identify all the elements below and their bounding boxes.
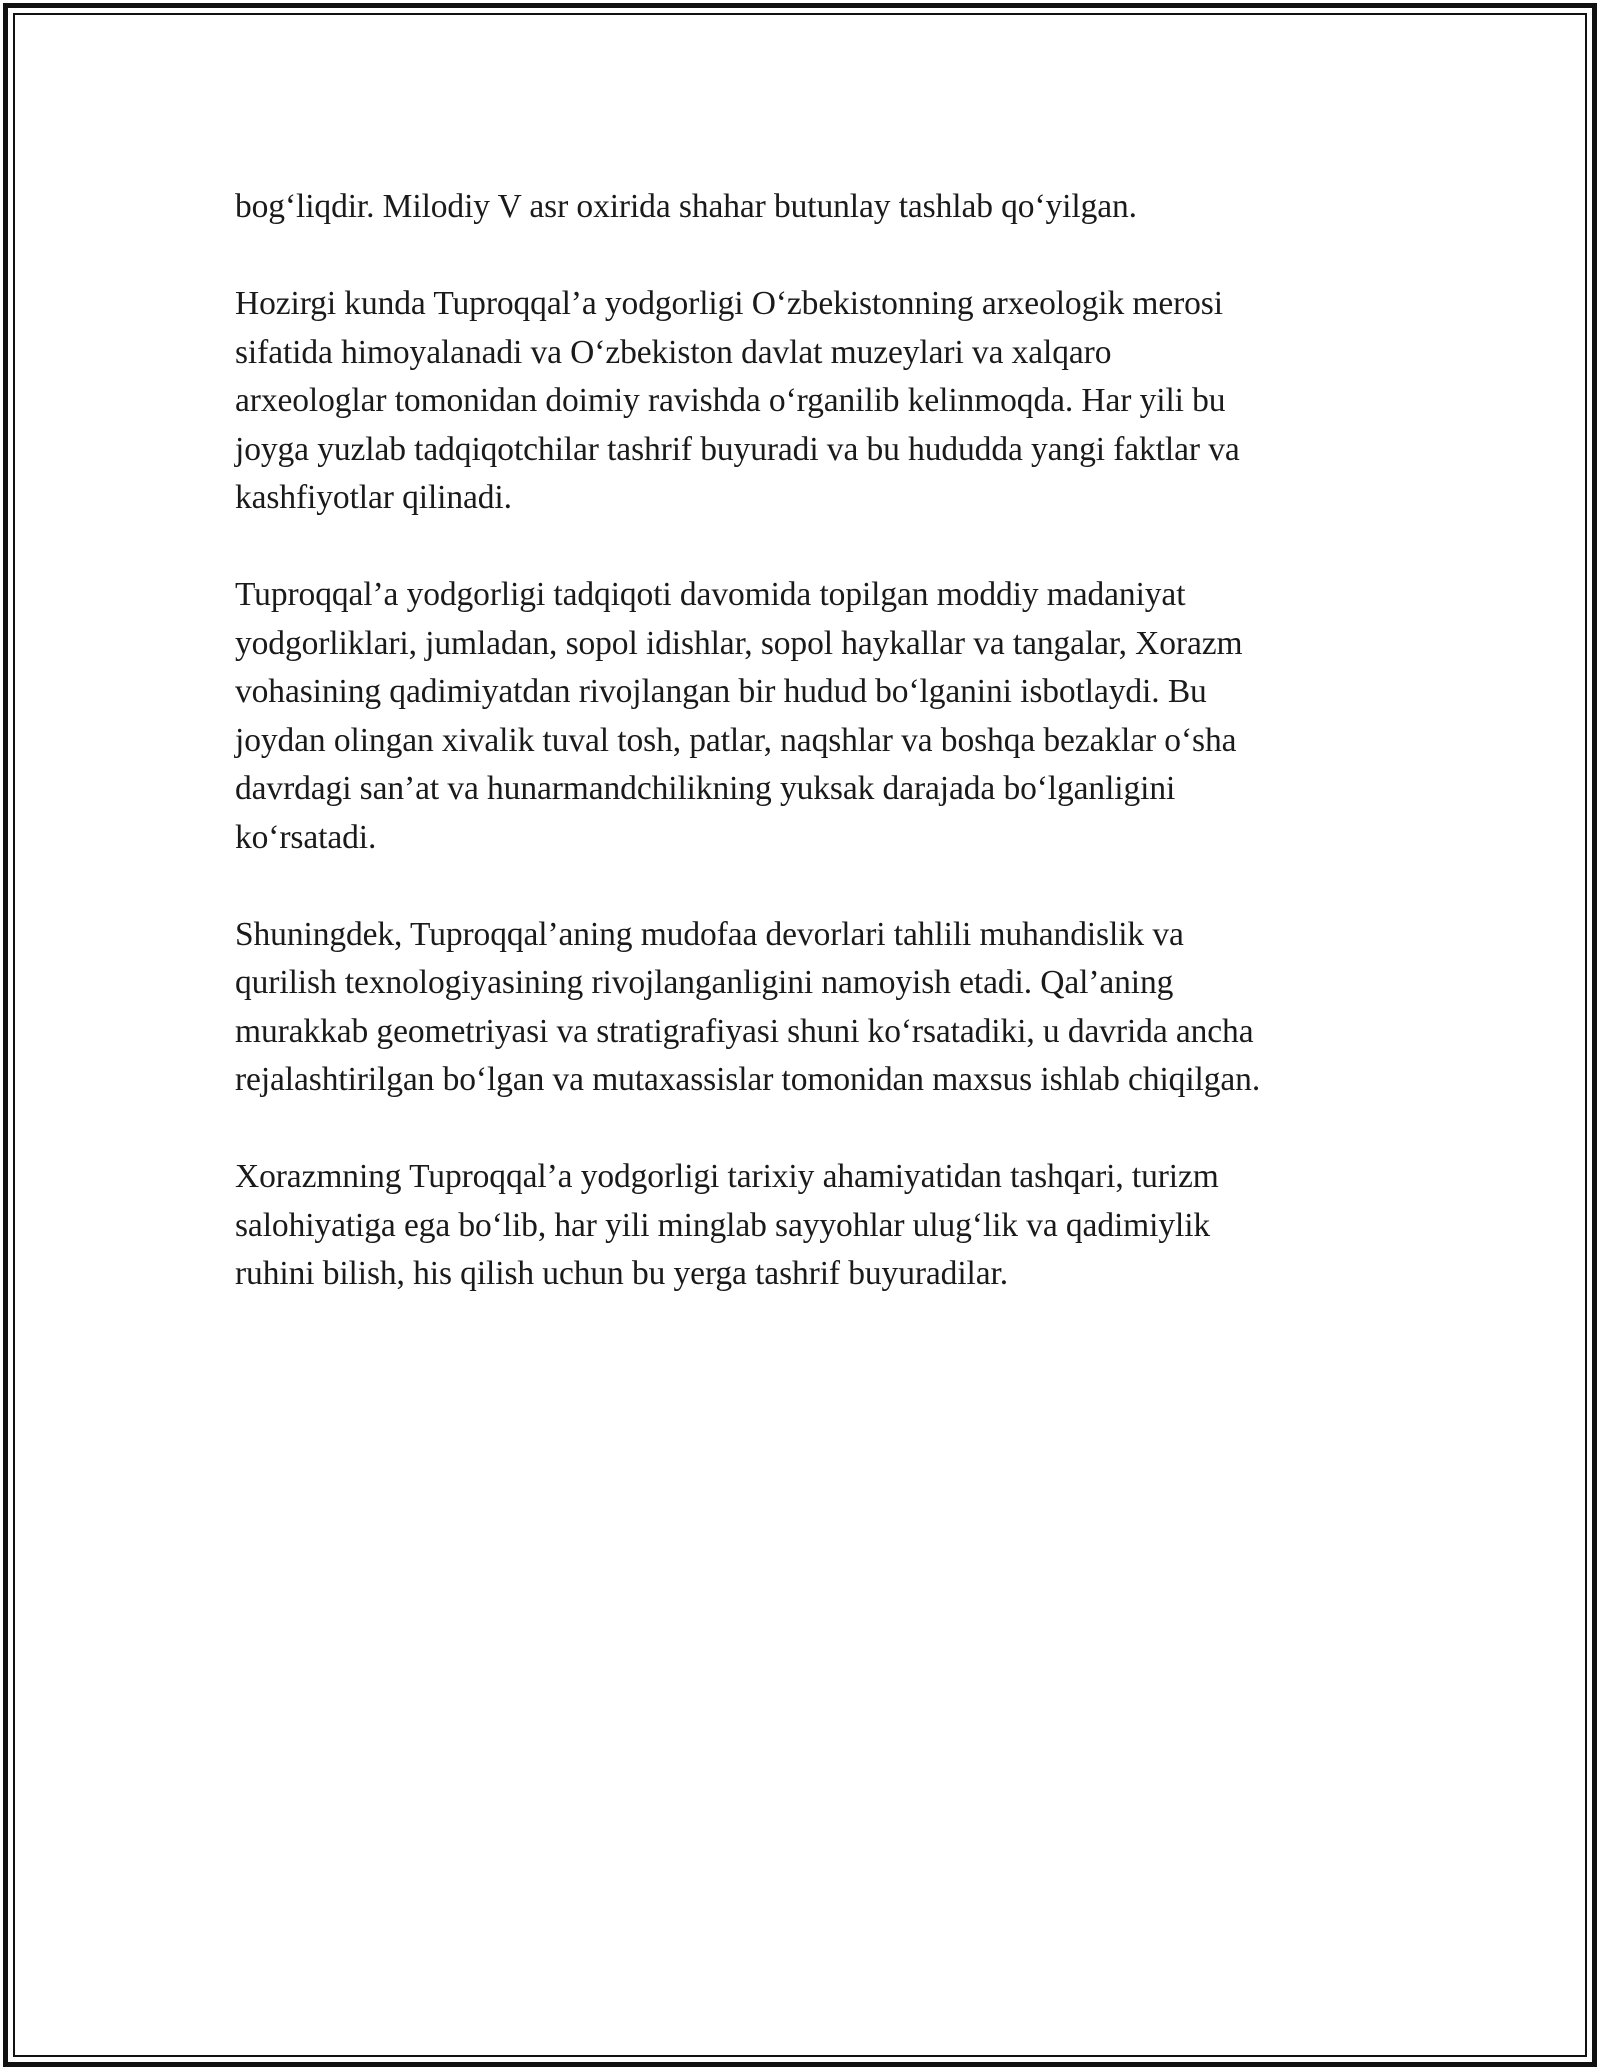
- paragraph-3: Tuproqqal’a yodgorligi tadqiqoti davomida topilgan moddiy madaniyat yodgorliklari, jumladan, sopol idishlar, sopol haykallar va tangalar, Xorazm vohasining qadimiyatdan rivojlangan bir hudud bo‘lganini isbotlaydi. Bu joydan olingan xivalik tuval tosh, patlar, naqshlar va boshqa bezaklar o‘sha davrdagi san’at va hunarmandchilikning yuksak darajada bo‘lganligini ko‘rsatadi.: [235, 576, 1243, 856]
- paragraph-4: Shuningdek, Tuproqqal’aning mudofaa devorlari tahlili muhandislik va qurilish texnologiyasining rivojlanganligini namoyish etadi. Qal’aning murakkab geometriyasi va stratigrafiyasi shuni ko‘rsatadiki, u davrida ancha rejalashtirilgan bo‘lgan va mutaxassislar tomonidan maxsus ishlab chiqilgan.: [235, 915, 1261, 1098]
- paragraph-1: bog‘liqdir. Milodiy V asr oxirida shahar butunlay tashlab qo‘yilgan.: [235, 188, 1137, 225]
- document-body: [235, 183, 1385, 1347]
- paragraph-5: Xorazmning Tuproqqal’a yodgorligi tarixiy ahamiyatidan tashqari, turizm salohiyatiga ega bo‘lib, har yili minglab sayyohlar ulug‘lik va qadimiylik ruhini bilish, his qilish uchun bu yerga tashrif buyuradilar.: [235, 1158, 1219, 1292]
- paragraph-2: Hozirgi kunda Tuproqqal’a yodgorligi O‘zbekistonning arxeologik merosi sifatida himoyalanadi va O‘zbekiston davlat muzeylari va xalqaro arxeologlar tomonidan doimiy ravishda o‘rganilib kelinmoqda. Har yili bu joyga yuzlab tadqiqotchilar tashrif buyuradi va bu hududda yangi faktlar va kashfiyotlar qilinadi.: [235, 285, 1240, 516]
